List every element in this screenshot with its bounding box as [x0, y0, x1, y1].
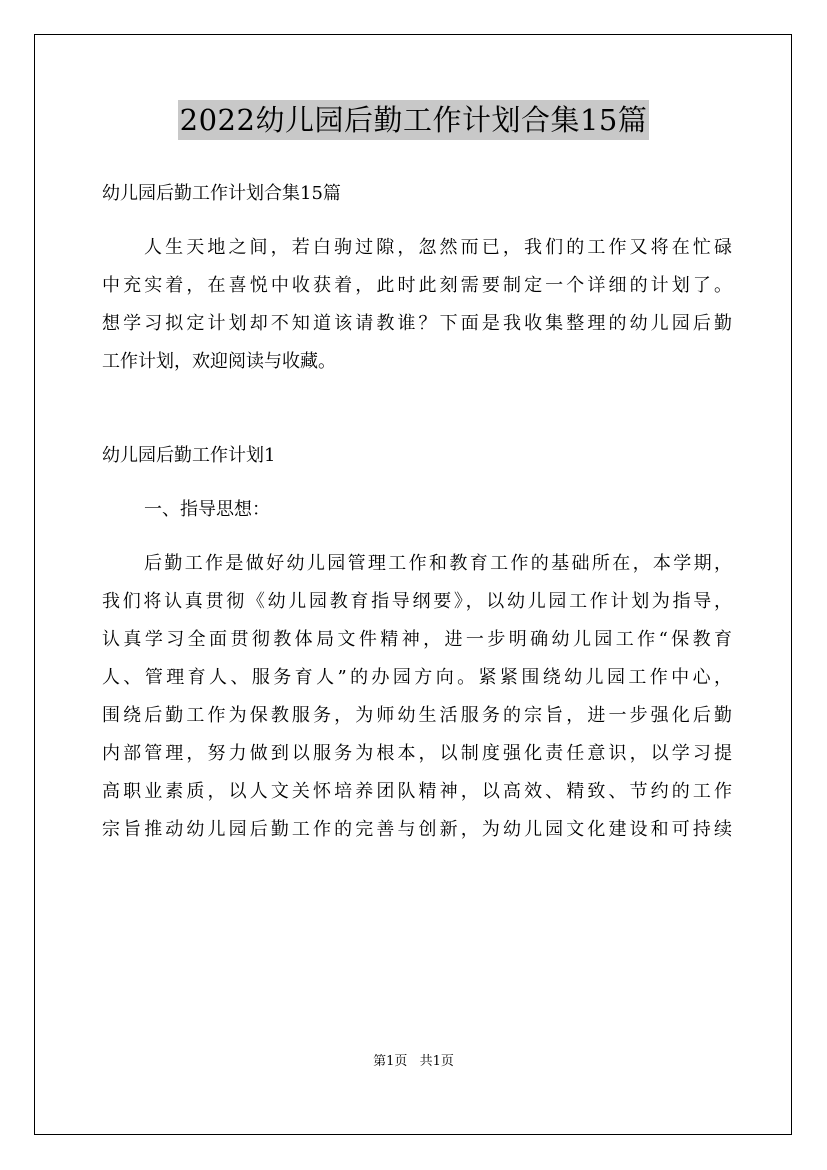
- document-title: 2022幼儿园后勤工作计划合集15篇: [178, 100, 650, 140]
- intro-line-2: 中充实着，在喜悦中收获着，此时此刻需要制定一个详细的计划了。: [102, 275, 732, 296]
- body-line-3: 认真学习全面贯彻教体局文件精神，进一步明确幼儿园工作“保教育: [102, 629, 732, 650]
- document-subtitle: 幼儿园后勤工作计划合集15篇: [102, 183, 341, 204]
- intro-line-1: 人生天地之间，若白驹过隙，忽然而已，我们的工作又将在忙碌: [144, 237, 732, 258]
- page-number: 第1页: [373, 1054, 408, 1069]
- section-heading: 幼儿园后勤工作计划1: [102, 445, 276, 466]
- title-wrap: [0, 100, 827, 140]
- intro-line-3: 想学习拟定计划却不知道该请教谁？下面是我收集整理的幼儿园后勤: [102, 313, 732, 334]
- page-total: 共1页: [419, 1054, 454, 1069]
- body-line-5: 围绕后勤工作为保教服务，为师幼生活服务的宗旨，进一步强化后勤: [102, 705, 732, 726]
- body-line-1: 后勤工作是做好幼儿园管理工作和教育工作的基础所在，本学期，: [144, 553, 732, 574]
- body-line-4: 人、管理育人、服务育人”的办园方向。紧紧围绕幼儿园工作中心，: [102, 667, 732, 688]
- body-line-7: 高职业素质，以人文关怀培养团队精神，以高效、精致、节约的工作: [102, 781, 732, 802]
- subsection-heading: 一、指导思想：: [144, 499, 270, 520]
- body-line-8: 宗旨推动幼儿园后勤工作的完善与创新，为幼儿园文化建设和可持续: [102, 819, 732, 840]
- intro-line-4: 工作计划，欢迎阅读与收藏。: [102, 351, 336, 372]
- body-line-2: 我们将认真贯彻《幼儿园教育指导纲要》，以幼儿园工作计划为指导，: [102, 591, 732, 612]
- page-footer: [0, 1052, 827, 1072]
- document-body: [102, 175, 732, 849]
- body-line-6: 内部管理，努力做到以服务为根本，以制度强化责任意识，以学习提: [102, 743, 732, 764]
